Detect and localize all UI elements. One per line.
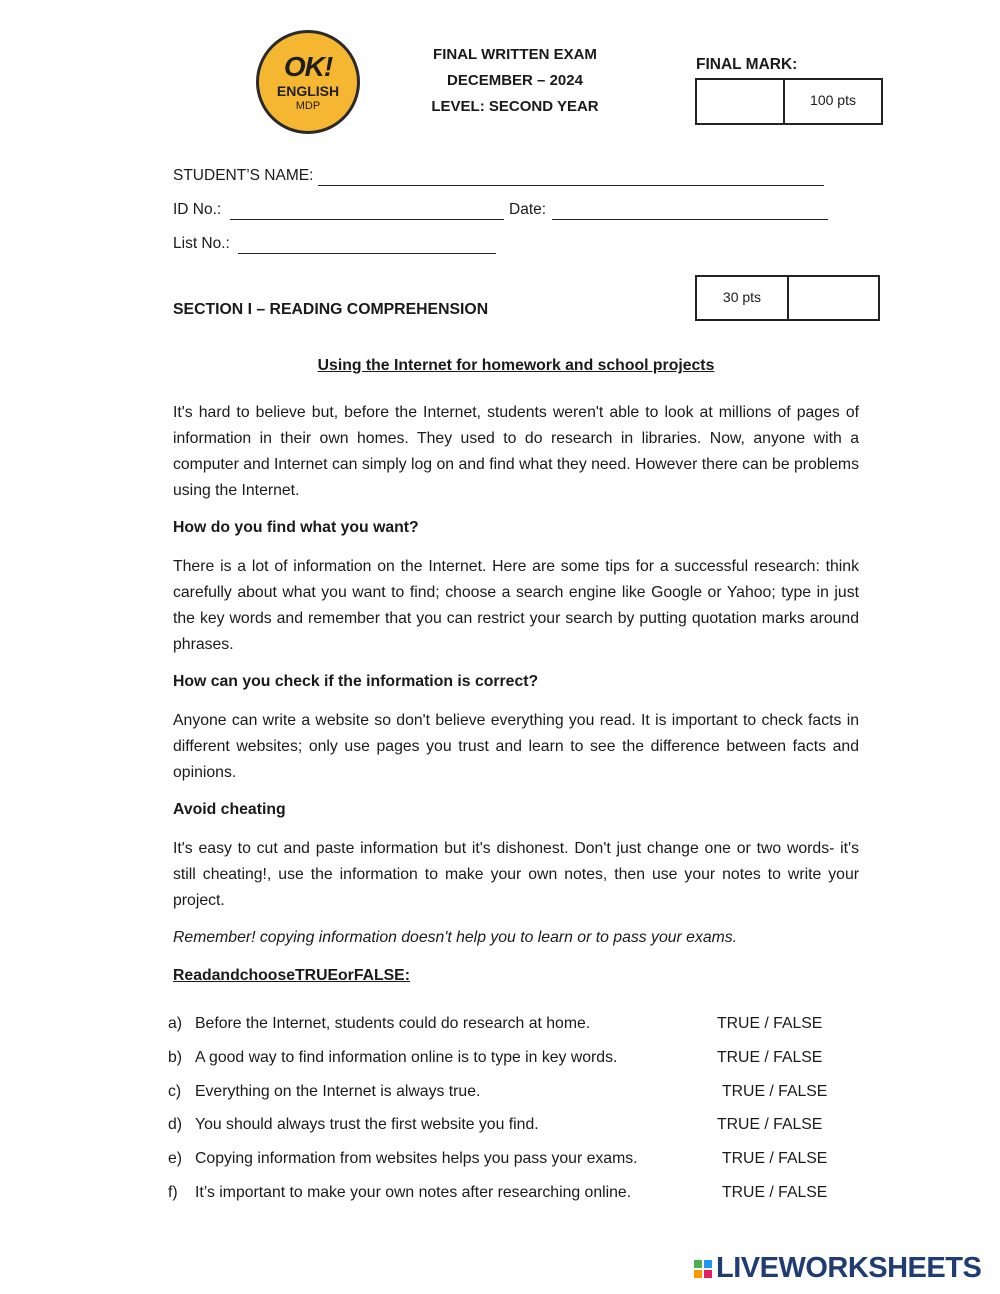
exam-date: DECEMBER – 2024 xyxy=(447,72,583,89)
heading-find: How do you find what you want? xyxy=(173,519,419,536)
question-b xyxy=(168,1049,617,1067)
true-false-option-c[interactable]: TRUE / FALSE xyxy=(722,1083,828,1100)
section-title: SECTION I – READING COMPREHENSION xyxy=(173,301,489,318)
true-false-option-b[interactable]: TRUE / FALSE xyxy=(717,1049,823,1066)
final-mark-total: 100 pts xyxy=(810,92,856,108)
question-letter: f) xyxy=(168,1184,178,1201)
question-letter: a) xyxy=(168,1015,183,1032)
question-c xyxy=(168,1083,480,1101)
logo-mdp-text: MDP xyxy=(295,99,321,112)
id-label: ID No.: xyxy=(173,201,222,218)
student-name-label: STUDENT’S NAME: xyxy=(173,167,314,184)
remember-note: Remember! copying information doesn't help you to learn or to pass your exams. xyxy=(173,929,738,946)
liveworksheets-wordmark: LIVEWORKSHEETS xyxy=(716,1252,982,1284)
question-letter: c) xyxy=(168,1083,182,1100)
question-letter: d) xyxy=(168,1116,183,1133)
question-text: Everything on the Internet is always true. xyxy=(195,1083,481,1100)
true-false-option-e[interactable]: TRUE / FALSE xyxy=(722,1150,828,1167)
question-d xyxy=(168,1116,539,1134)
logo-english-text: ENGLISH xyxy=(276,82,340,99)
heading-cheating: Avoid cheating xyxy=(173,801,286,818)
list-field[interactable] xyxy=(238,253,496,254)
question-a xyxy=(168,1015,590,1033)
paragraph-check: Anyone can write a website so don't believe everything you read. It is important to check facts in different websites; only use pages you trust and learn to see the difference between facts and opinions. xyxy=(173,712,859,781)
liveworksheets-brand[interactable] xyxy=(694,1252,981,1285)
question-text: It’s important to make your own notes after researching online. xyxy=(195,1184,632,1201)
true-false-option-d[interactable]: TRUE / FALSE xyxy=(717,1116,823,1133)
liveworksheets-logo-icon xyxy=(694,1260,712,1278)
question-text: Copying information from websites helps you pass your exams. xyxy=(195,1150,638,1167)
reading-intro: It's hard to believe but, before the Internet, students weren't able to look at millions of pages of information in their own homes. They used to do research in libraries. Now, anyone with a computer and Internet can simply log on and find what they need. However there can be problems using the Internet. xyxy=(173,404,859,499)
list-label: List No.: xyxy=(173,235,230,252)
final-mark-box xyxy=(695,78,883,125)
question-e xyxy=(168,1150,638,1168)
exam-title: FINAL WRITTEN EXAM xyxy=(433,46,597,63)
question-letter: b) xyxy=(168,1049,183,1066)
heading-check: How can you check if the information is correct? xyxy=(173,673,539,690)
reading-title: Using the Internet for homework and school projects xyxy=(317,357,715,374)
date-label: Date: xyxy=(509,201,547,218)
section-points: 30 pts xyxy=(697,277,789,319)
student-name-field[interactable] xyxy=(318,185,824,186)
question-f xyxy=(168,1184,631,1202)
logo-ok-text: OK! xyxy=(283,50,333,82)
exam-level: LEVEL: SECOND YEAR xyxy=(431,98,599,115)
final-mark-label: FINAL MARK: xyxy=(696,56,798,73)
school-logo xyxy=(256,30,360,134)
true-false-option-f[interactable]: TRUE / FALSE xyxy=(722,1184,828,1201)
date-field[interactable] xyxy=(552,219,828,220)
section-points-box xyxy=(695,275,880,321)
final-mark-score-field[interactable] xyxy=(697,80,785,123)
exercise-instruction: ReadandchooseTRUEorFALSE: xyxy=(173,967,410,984)
question-text: Before the Internet, students could do research at home. xyxy=(195,1015,591,1032)
paragraph-cheating: It's easy to cut and paste information but it's dishonest. Don't just change one or two words- it's still cheating!, use the information to make your own notes, then use your notes to write your project. xyxy=(173,840,859,909)
question-letter: e) xyxy=(168,1150,183,1167)
question-text: A good way to find information online is to type in key words. xyxy=(195,1049,618,1066)
paragraph-find: There is a lot of information on the Internet. Here are some tips for a successful research: think carefully about what you want to find; choose a search engine like Google or Yahoo; type in just the key words and remember that you can restrict your search by putting quotation marks around phrases. xyxy=(173,558,859,653)
id-field[interactable] xyxy=(230,219,504,220)
question-text: You should always trust the first website you find. xyxy=(195,1116,539,1133)
true-false-option-a[interactable]: TRUE / FALSE xyxy=(717,1015,823,1032)
section-score-field[interactable] xyxy=(789,277,878,319)
